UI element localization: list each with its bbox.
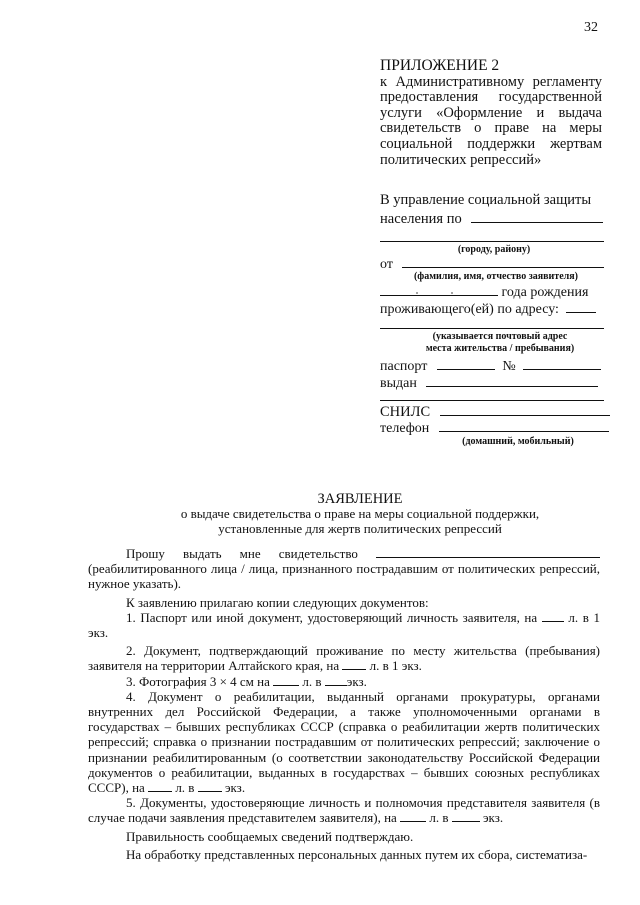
passport-label: паспорт bbox=[380, 359, 428, 374]
phone-label: телефон bbox=[380, 421, 430, 436]
statement-subtitle bbox=[120, 506, 600, 536]
caption-name: (фамилия, имя, отчество заявителя) bbox=[413, 271, 579, 282]
paragraph-confirm: Правильность сообщаемых сведений подтверждаю. bbox=[126, 828, 414, 844]
item-4-copies-field[interactable] bbox=[198, 780, 222, 792]
recipient-line1: В управление социальной защиты bbox=[380, 192, 592, 208]
item-4-sheets-field[interactable] bbox=[148, 780, 172, 792]
from-label: от bbox=[380, 257, 393, 272]
address-label: проживающего(ей) по адресу: bbox=[380, 302, 559, 317]
item-2-sheets-field[interactable] bbox=[342, 658, 366, 670]
birth-row bbox=[380, 283, 606, 301]
caption-city: (городу, району) bbox=[457, 244, 531, 255]
certificate-type-field[interactable] bbox=[376, 546, 600, 558]
number-label: № bbox=[502, 359, 516, 374]
recipient-line2-row bbox=[380, 210, 606, 228]
caption-address2: места жительства / пребывания) bbox=[425, 343, 575, 354]
issued-by-line2[interactable] bbox=[380, 400, 604, 401]
paragraph-request: Прошу выдать мне свидетельство (реабилитированного лица / лица, признанного пострадавшим от политических репрессий, нужное указать). bbox=[88, 546, 600, 592]
issued-row bbox=[380, 374, 606, 392]
phone-field[interactable] bbox=[439, 419, 609, 432]
item-5-copies-field[interactable] bbox=[452, 810, 480, 822]
statement-body bbox=[88, 546, 600, 862]
passport-number-field[interactable] bbox=[523, 357, 601, 370]
item-4: 4. Документ о реабилитации, выданный органами прокуратуры, органами внутренних дел Российской Федерации, а также уполномоченными органами в государствах – бывших республиках СССР (справка о реабилитации жертв политических репрессий; справка о признании пострадавшим от политических репрессий; заключение о признании реабилитированным (о соответствии законодательству Российской Федерации документов о реабилитации, выданных в государствах – бывших союзных республиках СССР), на л. в экз. bbox=[88, 688, 600, 796]
item-1: 1. Паспорт или иной документ, удостоверяющий личность заявителя, на л. в 1 экз. bbox=[88, 609, 601, 641]
issued-by-field[interactable] bbox=[426, 374, 598, 387]
caption-address1: (указывается почтовый адрес bbox=[432, 331, 568, 342]
statement-subtitle-1: о выдаче свидетельства о праве на меры социальной поддержки, bbox=[180, 506, 540, 521]
passport-series-field[interactable] bbox=[437, 357, 495, 370]
district-field-line2[interactable] bbox=[380, 241, 604, 242]
date-dot-1 bbox=[416, 292, 418, 294]
address-field[interactable] bbox=[566, 300, 596, 313]
phone-row bbox=[380, 419, 606, 437]
appendix-text: к Административному регламенту предоставления государственной услуги «Оформление и выдача свидетельств о праве на меры социальной поддержки жертвам политических репрессий» bbox=[380, 73, 602, 168]
item-3-copies-field[interactable] bbox=[325, 674, 347, 686]
item-5-sheets-field[interactable] bbox=[400, 810, 426, 822]
paragraph-consent: На обработку представленных персональных данных путем их сбора, систематиза- bbox=[126, 846, 588, 862]
appendix-block bbox=[380, 58, 602, 168]
district-field[interactable] bbox=[471, 210, 603, 223]
issued-label: выдан bbox=[380, 376, 417, 391]
snils-field[interactable] bbox=[440, 403, 610, 416]
birth-date-field[interactable] bbox=[380, 283, 498, 296]
item-1-sheets-field[interactable] bbox=[542, 610, 564, 622]
date-dot-2 bbox=[451, 292, 453, 294]
recipient-line2: населения по bbox=[380, 211, 462, 227]
birth-year-label: года рождения bbox=[501, 285, 589, 300]
paragraph-attachments: К заявлению прилагаю копии следующих документов: bbox=[126, 594, 429, 610]
item-3-sheets-field[interactable] bbox=[273, 674, 299, 686]
caption-phone: (домашний, мобильный) bbox=[462, 436, 574, 447]
statement-subtitle-2: установленные для жертв политических репрессий bbox=[218, 521, 502, 536]
address-field-line2[interactable] bbox=[380, 328, 604, 329]
item-5: 5. Документы, удостоверяющие личность и полномочия представителя заявителя (в случае подачи заявления представителем заявителя), на л. в экз. bbox=[88, 795, 600, 826]
address-row bbox=[380, 300, 606, 318]
page-number: 32 bbox=[584, 20, 598, 35]
appendix-title: ПРИЛОЖЕНИЕ 2 bbox=[380, 57, 500, 74]
item-2: 2. Документ, подтверждающий проживание по месту жительства (пребывания) заявителя на территории Алтайского края, на л. в 1 экз. bbox=[88, 643, 600, 674]
applicant-name-field[interactable] bbox=[402, 255, 604, 268]
snils-label: СНИЛС bbox=[380, 404, 431, 420]
item-3: 3. Фотография 3 × 4 см на л. в экз. bbox=[126, 673, 367, 689]
statement-title: ЗАЯВЛЕНИЕ bbox=[317, 491, 403, 507]
passport-row bbox=[380, 357, 606, 375]
